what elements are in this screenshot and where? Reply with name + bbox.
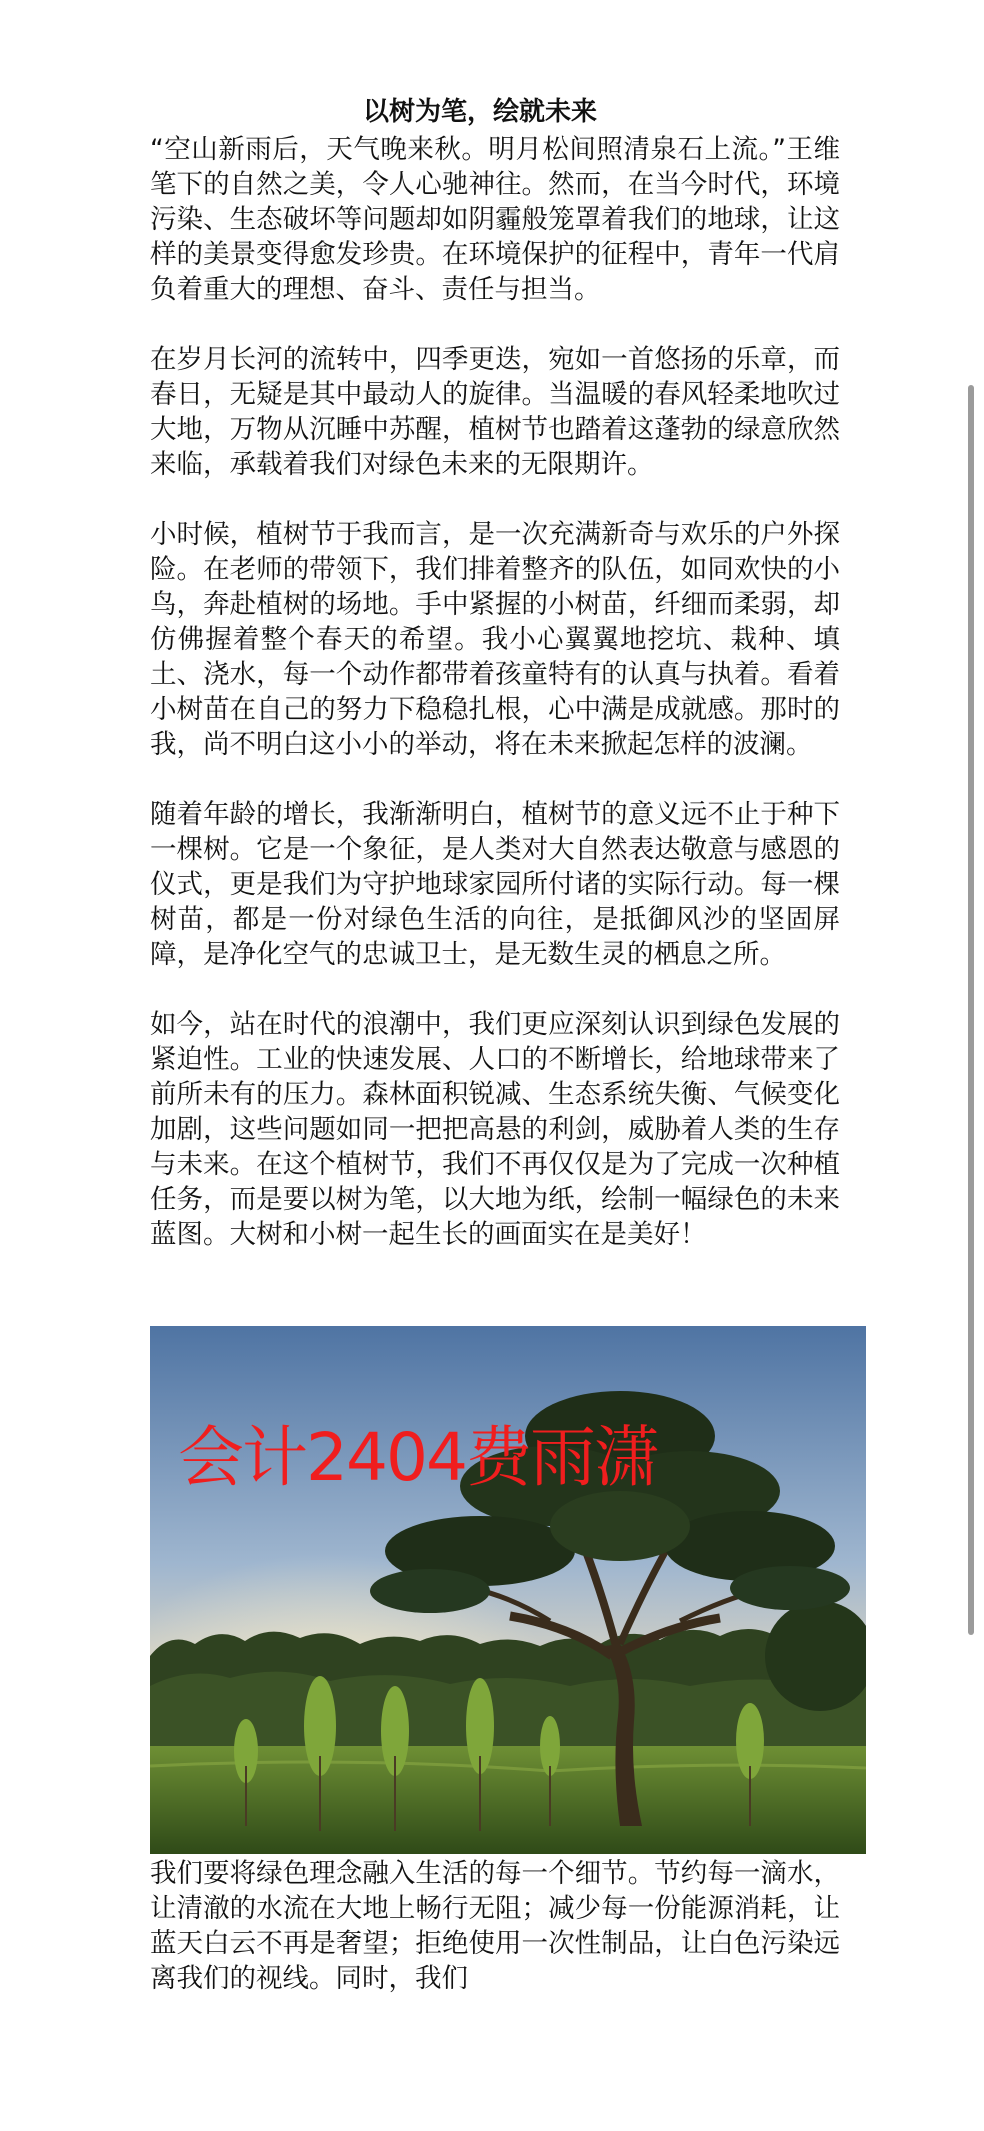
- scrollbar-thumb[interactable]: [968, 385, 974, 1635]
- paragraph-2: 在岁月长河的流转中，四季更迭，宛如一首悠扬的乐章，而春日，无疑是其中最动人的旋律。当温暖的春风轻柔地吹过大地，万物从沉睡中苏醒，植树节也踏着这蓬勃的绿意欣然来临，承载着我们对绿色未来的无限期许。: [150, 344, 840, 480]
- paragraph-5: 如今，站在时代的浪潮中，我们更应深刻认识到绿色发展的紧迫性。工业的快速发展、人口的不断增长，给地球带来了前所未有的压力。森林面积锐减、生态系统失衡、气候变化加剧，这些问题如同一把把高悬的利剑，威胁着人类的生存与未来。在这个植树节，我们不再仅仅是为了完成一次种植任务，而是要以树为笔，以大地为纸，绘制一幅绿色的未来蓝图。大树和小树一起生长的画面实在是美好！: [150, 1009, 840, 1250]
- paragraph-gap: [150, 762, 840, 797]
- paragraph-gap: [150, 1252, 840, 1326]
- image-caption-overlay: 会计2404费雨潇: [178, 1419, 658, 1496]
- tree-photo: [150, 1326, 866, 1854]
- bottom-fade: [0, 2091, 984, 2131]
- article: [150, 92, 840, 1996]
- paragraph-4: 随着年龄的增长，我渐渐明白，植树节的意义远不止于种下一棵树。它是一个象征，是人类对大自然表达敬意与感恩的仪式，更是我们为守护地球家园所付诸的实际行动。每一棵树苗，都是一份对绿色生活的向往，是抵御风沙的坚固屏障，是净化空气的忠诚卫士，是无数生灵的栖息之所。: [150, 799, 840, 970]
- paragraph-gap: [150, 482, 840, 517]
- paragraph-3: 小时候，植树节于我而言，是一次充满新奇与欢乐的户外探险。在老师的带领下，我们排着整齐的队伍，如同欢快的小鸟，奔赴植树的场地。手中紧握的小树苗，纤细而柔弱，却仿佛握着整个春天的希望。我小心翼翼地挖坑、栽种、填土、浇水，每一个动作都带着孩童特有的认真与执着。看着小树苗在自己的努力下稳稳扎根，心中满是成就感。那时的我，尚不明白这小小的举动，将在未来掀起怎样的波澜。: [150, 519, 840, 760]
- paragraph-gap: [150, 972, 840, 1007]
- paragraph-1: “空山新雨后，天气晚来秋。明月松间照清泉石上流。”王维笔下的自然之美，令人心驰神往。然而，在当今时代，环境污染、生态破坏等问题却如阴霾般笼罩着我们的地球，让这样的美景变得愈发珍贵。在环境保护的征程中，青年一代肩负着重大的理想、奋斗、责任与担当。: [150, 134, 840, 305]
- paragraph-6: 我们要将绿色理念融入生活的每一个细节。节约每一滴水，让清澈的水流在大地上畅行无阻；减少每一份能源消耗，让蓝天白云不再是奢望；拒绝使用一次性制品，让白色污染远离我们的视线。同时，我们: [150, 1858, 840, 1994]
- paragraph-gap: [150, 307, 840, 342]
- article-title: 以树为笔，绘就未来: [362, 97, 597, 127]
